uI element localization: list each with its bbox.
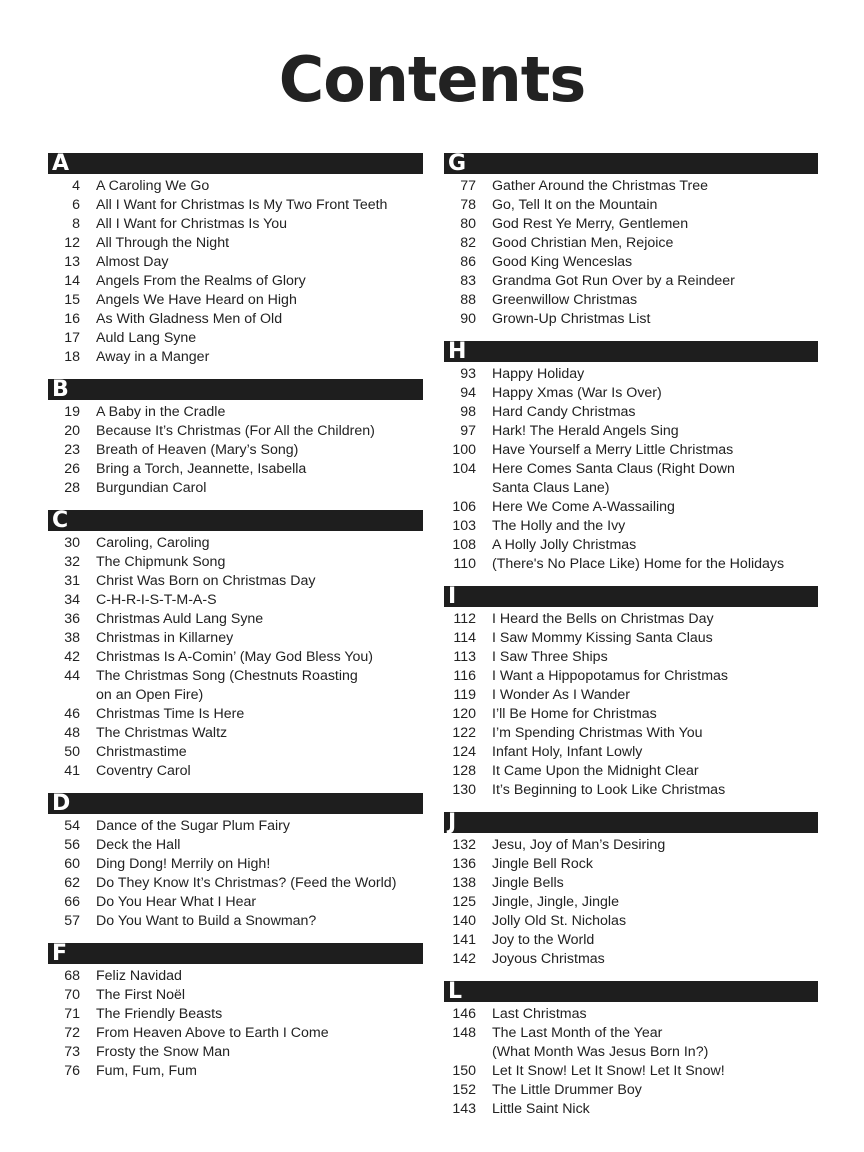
song-title: Frosty the Snow Man (96, 1044, 231, 1060)
toc-entry[interactable] (48, 1062, 423, 1081)
section-header-bar (48, 379, 423, 400)
page-number: 148 (452, 1025, 476, 1041)
song-title: Happy Holiday (492, 366, 585, 382)
page-number: 18 (64, 349, 80, 365)
song-title: A Holly Jolly Christmas (492, 537, 637, 553)
song-title: The First Noël (96, 987, 186, 1003)
section-j (444, 812, 818, 969)
toc-entry[interactable] (48, 1024, 423, 1043)
page-title: Contents (278, 43, 586, 116)
page-number: 48 (64, 725, 80, 741)
song-title: It’s Beginning to Look Like Christmas (492, 782, 726, 798)
song-title: The Last Month of the Year (What Month Was Jesus Born In?) (492, 1025, 709, 1060)
song-title: I Wonder As I Wander (492, 687, 630, 703)
page-number: 136 (452, 856, 476, 872)
song-title: A Caroling We Go (96, 178, 210, 194)
toc-entry[interactable] (444, 384, 818, 403)
toc-entry[interactable] (444, 667, 818, 686)
toc-entry[interactable] (48, 874, 423, 893)
page-number: 71 (64, 1006, 80, 1022)
song-title: The Friendly Beasts (96, 1006, 223, 1022)
song-title: Because It’s Christmas (For All the Children) (96, 423, 375, 439)
page-number: 116 (453, 668, 476, 684)
page-number: 106 (452, 499, 476, 515)
toc-entry[interactable] (444, 234, 818, 253)
song-title: Fum, Fum, Fum (96, 1063, 197, 1079)
page-number: 42 (64, 649, 80, 665)
song-title: Infant Holy, Infant Lowly (492, 744, 643, 760)
toc-entry[interactable] (444, 422, 818, 441)
left-column (48, 153, 423, 1093)
toc-entry[interactable] (444, 291, 818, 310)
page-number: 4 (72, 178, 80, 194)
song-title: The Holly and the Ivy (492, 518, 626, 534)
toc-entry[interactable] (444, 743, 818, 762)
page-number: 143 (452, 1101, 476, 1117)
toc-entry[interactable] (48, 196, 423, 215)
toc-entry[interactable] (444, 460, 818, 498)
section-c (48, 510, 423, 781)
page-number: 104 (452, 461, 476, 477)
page-number: 150 (452, 1063, 476, 1079)
toc-entry[interactable] (48, 705, 423, 724)
toc-entry[interactable] (48, 836, 423, 855)
song-title: Hark! The Herald Angels Sing (492, 423, 679, 439)
section-letter: C (52, 508, 69, 533)
song-title: Go, Tell It on the Mountain (492, 197, 658, 213)
toc-entry[interactable] (48, 1043, 423, 1062)
page-number: 80 (460, 216, 476, 232)
song-title: Last Christmas (492, 1006, 587, 1022)
song-title: Burgundian Carol (96, 480, 207, 496)
toc-entry[interactable] (444, 555, 818, 574)
page-number: 88 (460, 292, 476, 308)
toc-entry[interactable] (48, 610, 423, 629)
toc-entry[interactable] (444, 403, 818, 422)
page-number: 31 (64, 573, 80, 589)
page-number: 110 (453, 556, 476, 572)
toc-entry[interactable] (444, 1081, 818, 1100)
page-number: 8 (72, 216, 80, 232)
page-number: 16 (64, 311, 80, 327)
page-number: 70 (64, 987, 80, 1003)
song-title: All Through the Night (96, 235, 230, 251)
toc-entry[interactable] (48, 967, 423, 986)
toc-entry[interactable] (444, 1024, 818, 1062)
song-title: Coventry Carol (96, 763, 191, 779)
toc-entry[interactable] (48, 629, 423, 648)
toc-entry[interactable] (444, 874, 818, 893)
page-number: 108 (452, 537, 476, 553)
toc-entry[interactable] (48, 403, 423, 422)
page-number: 20 (64, 423, 80, 439)
page-number: 98 (460, 404, 476, 420)
toc-entry[interactable] (444, 272, 818, 291)
toc-entry[interactable] (48, 762, 423, 781)
page-number: 125 (452, 894, 476, 910)
toc-entry[interactable] (444, 724, 818, 743)
toc-entry[interactable] (444, 1062, 818, 1081)
page-number: 140 (452, 913, 476, 929)
toc-entry[interactable] (444, 1100, 818, 1119)
toc-entry[interactable] (48, 329, 423, 348)
page-number: 46 (64, 706, 80, 722)
section-header-bar (444, 153, 818, 174)
song-title: Jingle Bells (492, 875, 564, 891)
toc-entry[interactable] (444, 629, 818, 648)
song-title: Feliz Navidad (96, 968, 182, 984)
toc-entry[interactable] (444, 648, 818, 667)
toc-entry[interactable] (48, 1005, 423, 1024)
song-title: Do You Hear What I Hear (96, 894, 257, 910)
toc-entry[interactable] (48, 667, 423, 705)
page-number: 66 (64, 894, 80, 910)
right-column (444, 153, 818, 1131)
song-title: Do You Want to Build a Snowman? (96, 913, 317, 929)
page-number: 56 (64, 837, 80, 853)
toc-entry[interactable] (444, 215, 818, 234)
section-g (444, 153, 818, 329)
section-a (48, 153, 423, 367)
toc-entry[interactable] (444, 498, 818, 517)
section-letter: A (52, 151, 70, 176)
section-b (48, 379, 423, 498)
page-number: 57 (64, 913, 80, 929)
toc-entry[interactable] (444, 310, 818, 329)
song-title: Bring a Torch, Jeannette, Isabella (96, 461, 307, 477)
page-number: 41 (64, 763, 80, 779)
page-number: 44 (64, 668, 80, 684)
song-title: Christmastime (96, 744, 187, 760)
song-title: God Rest Ye Merry, Gentlemen (492, 216, 689, 232)
song-title: Little Saint Nick (492, 1101, 590, 1117)
section-header-bar (48, 943, 423, 964)
page-number: 19 (64, 404, 80, 420)
section-header-bar (444, 981, 818, 1002)
section-letter: H (448, 339, 467, 364)
page-number: 17 (64, 330, 80, 346)
toc-entry[interactable] (48, 441, 423, 460)
page-number: 30 (64, 535, 80, 551)
song-title: It Came Upon the Midnight Clear (492, 763, 699, 779)
toc-entry[interactable] (444, 196, 818, 215)
song-title: Grown-Up Christmas List (492, 311, 651, 327)
section-letter: G (448, 151, 467, 176)
toc-entry[interactable] (444, 1005, 818, 1024)
toc-entry[interactable] (48, 253, 423, 272)
section-header-bar (444, 586, 818, 607)
song-title: Greenwillow Christmas (492, 292, 638, 308)
toc-entry[interactable] (48, 986, 423, 1005)
song-title: The Chipmunk Song (96, 554, 226, 570)
song-title: All I Want for Christmas Is My Two Front Teeth (96, 197, 388, 213)
page-number: 94 (460, 385, 476, 401)
song-title: The Little Drummer Boy (492, 1082, 642, 1098)
page-number: 120 (452, 706, 476, 722)
page-number: 152 (452, 1082, 476, 1098)
song-title: Happy Xmas (War Is Over) (492, 385, 662, 401)
page-number: 82 (460, 235, 476, 251)
toc-entry[interactable] (48, 912, 423, 931)
section-letter: D (52, 791, 71, 816)
page-number: 15 (64, 292, 80, 308)
song-title: Grandma Got Run Over by a Reindeer (492, 273, 735, 289)
page-number: 77 (460, 178, 476, 194)
section-d (48, 793, 423, 931)
toc-entry[interactable] (444, 931, 818, 950)
song-title: I Saw Three Ships (492, 649, 608, 665)
toc-entry[interactable] (48, 310, 423, 329)
page-number: 138 (452, 875, 476, 891)
section-header-bar (444, 812, 818, 833)
toc-entry[interactable] (48, 177, 423, 196)
toc-entry[interactable] (48, 855, 423, 874)
section-letter: B (52, 377, 69, 402)
song-title: C-H-R-I-S-T-M-A-S (96, 592, 217, 608)
toc-entry[interactable] (444, 893, 818, 912)
toc-entry[interactable] (444, 836, 818, 855)
page-number: 68 (64, 968, 80, 984)
page-number: 90 (460, 311, 476, 327)
toc-entry[interactable] (444, 686, 818, 705)
page-number: 50 (64, 744, 80, 760)
page-number: 78 (460, 197, 476, 213)
page-number: 141 (452, 932, 476, 948)
section-header-bar (48, 793, 423, 814)
page-number: 72 (64, 1025, 80, 1041)
toc-entry[interactable] (444, 177, 818, 196)
song-title: Here Comes Santa Claus (Right Down Santa Claus Lane) (492, 461, 735, 496)
toc-entry[interactable] (444, 781, 818, 800)
toc-entry[interactable] (48, 291, 423, 310)
song-title: Breath of Heaven (Mary’s Song) (96, 442, 299, 458)
song-title: Angels We Have Heard on High (96, 292, 297, 308)
song-title: Away in a Manger (96, 349, 210, 365)
section-header-bar (48, 153, 423, 174)
page-number: 128 (452, 763, 476, 779)
toc-entry[interactable] (48, 648, 423, 667)
section-letter: J (448, 810, 457, 835)
page-number: 28 (64, 480, 80, 496)
section-letter: F (52, 941, 68, 966)
page-number: 124 (452, 744, 476, 760)
song-title: I’m Spending Christmas With You (492, 725, 703, 741)
page-number: 34 (64, 592, 80, 608)
song-title: Almost Day (96, 254, 169, 270)
section-i (444, 586, 818, 800)
page-number: 130 (452, 782, 476, 798)
song-title: Hard Candy Christmas (492, 404, 636, 420)
song-title: Let It Snow! Let It Snow! Let It Snow! (492, 1063, 725, 1079)
toc-entry[interactable] (444, 441, 818, 460)
page-number: 60 (64, 856, 80, 872)
toc-entry[interactable] (48, 234, 423, 253)
section-letter: I (448, 584, 457, 609)
toc-entry[interactable] (48, 272, 423, 291)
page-number: 36 (64, 611, 80, 627)
song-title: The Christmas Song (Chestnuts Roasting on an Open Fire) (96, 668, 358, 703)
section-l (444, 981, 818, 1119)
toc-entry[interactable] (444, 365, 818, 384)
song-title: Gather Around the Christmas Tree (492, 178, 709, 194)
song-title: Dance of the Sugar Plum Fairy (96, 818, 290, 834)
song-title: I Saw Mommy Kissing Santa Claus (492, 630, 713, 646)
song-title: I Heard the Bells on Christmas Day (492, 611, 714, 627)
toc-entry[interactable] (444, 912, 818, 931)
song-title: Joyous Christmas (492, 951, 605, 967)
song-title: Ding Dong! Merrily on High! (96, 856, 271, 872)
toc-entry[interactable] (444, 950, 818, 969)
page-number: 54 (64, 818, 80, 834)
song-title: From Heaven Above to Earth I Come (96, 1025, 329, 1041)
song-title: Auld Lang Syne (96, 330, 197, 346)
toc-entry[interactable] (48, 817, 423, 836)
toc-entry[interactable] (444, 610, 818, 629)
toc-entry[interactable] (48, 422, 423, 441)
song-title: Do They Know It’s Christmas? (Feed the World) (96, 875, 397, 891)
song-title: Christmas Auld Lang Syne (96, 611, 264, 627)
toc-entry[interactable] (48, 724, 423, 743)
song-title: Have Yourself a Merry Little Christmas (492, 442, 734, 458)
section-f (48, 943, 423, 1081)
page-number: 114 (453, 630, 476, 646)
page-number: 146 (452, 1006, 476, 1022)
section-header-bar (444, 341, 818, 362)
page-number: 103 (452, 518, 476, 534)
song-title: I Want a Hippopotamus for Christmas (492, 668, 729, 684)
song-title: Deck the Hall (96, 837, 181, 853)
song-title: (There's No Place Like) Home for the Holidays (492, 556, 785, 572)
section-h (444, 341, 818, 574)
page-number: 93 (460, 366, 476, 382)
page-number: 122 (452, 725, 476, 741)
toc-entry[interactable] (48, 572, 423, 591)
song-title: Joy to the World (492, 932, 595, 948)
song-title: A Baby in the Cradle (96, 404, 226, 420)
page-number: 12 (64, 235, 80, 251)
toc-entry[interactable] (48, 460, 423, 479)
page-number: 97 (460, 423, 476, 439)
toc-entry[interactable] (48, 743, 423, 762)
page-number: 62 (64, 875, 80, 891)
song-title: Christmas Is A-Comin’ (May God Bless You) (96, 649, 374, 665)
song-title: Jesu, Joy of Man’s Desiring (492, 837, 666, 853)
toc-entry[interactable] (48, 893, 423, 912)
song-title: Good King Wenceslas (492, 254, 633, 270)
toc-entry[interactable] (444, 762, 818, 781)
toc-entry[interactable] (444, 517, 818, 536)
toc-entry[interactable] (444, 855, 818, 874)
toc-entry[interactable] (444, 705, 818, 724)
page-number: 86 (460, 254, 476, 270)
song-title: Christmas in Killarney (96, 630, 234, 646)
toc-entry[interactable] (48, 215, 423, 234)
song-title: Christ Was Born on Christmas Day (96, 573, 316, 589)
page-number: 23 (64, 442, 80, 458)
song-title: Jingle, Jingle, Jingle (492, 894, 619, 910)
section-letter: L (448, 979, 463, 1004)
song-title: All I Want for Christmas Is You (96, 216, 288, 232)
song-title: Here We Come A-Wassailing (492, 499, 675, 515)
page-number: 26 (64, 461, 80, 477)
page-number: 119 (453, 687, 476, 703)
page-number: 142 (452, 951, 476, 967)
song-title: Caroling, Caroling (96, 535, 210, 551)
page-number: 6 (72, 197, 80, 213)
page-number: 76 (64, 1063, 80, 1079)
page-number: 32 (64, 554, 80, 570)
page-number: 13 (64, 254, 80, 270)
section-header-bar (48, 510, 423, 531)
toc-entry[interactable] (48, 534, 423, 553)
song-title: Jingle Bell Rock (492, 856, 593, 872)
toc-entry[interactable] (48, 479, 423, 498)
page-number: 100 (452, 442, 476, 458)
toc-entry[interactable] (48, 553, 423, 572)
page-number: 132 (452, 837, 476, 853)
song-title: Angels From the Realms of Glory (96, 273, 306, 289)
page-number: 112 (453, 611, 476, 627)
song-title: I’ll Be Home for Christmas (492, 706, 657, 722)
song-title: Christmas Time Is Here (96, 706, 245, 722)
page-number: 113 (453, 649, 476, 665)
toc-entry[interactable] (444, 253, 818, 272)
page-number: 83 (460, 273, 476, 289)
toc-entry[interactable] (48, 348, 423, 367)
song-title: Jolly Old St. Nicholas (492, 913, 627, 929)
song-title: Good Christian Men, Rejoice (492, 235, 674, 251)
page-number: 38 (64, 630, 80, 646)
song-title: The Christmas Waltz (96, 725, 228, 741)
song-title: As With Gladness Men of Old (96, 311, 283, 327)
page-number: 73 (64, 1044, 80, 1060)
toc-entry[interactable] (444, 536, 818, 555)
page-number: 14 (64, 273, 80, 289)
toc-entry[interactable] (48, 591, 423, 610)
